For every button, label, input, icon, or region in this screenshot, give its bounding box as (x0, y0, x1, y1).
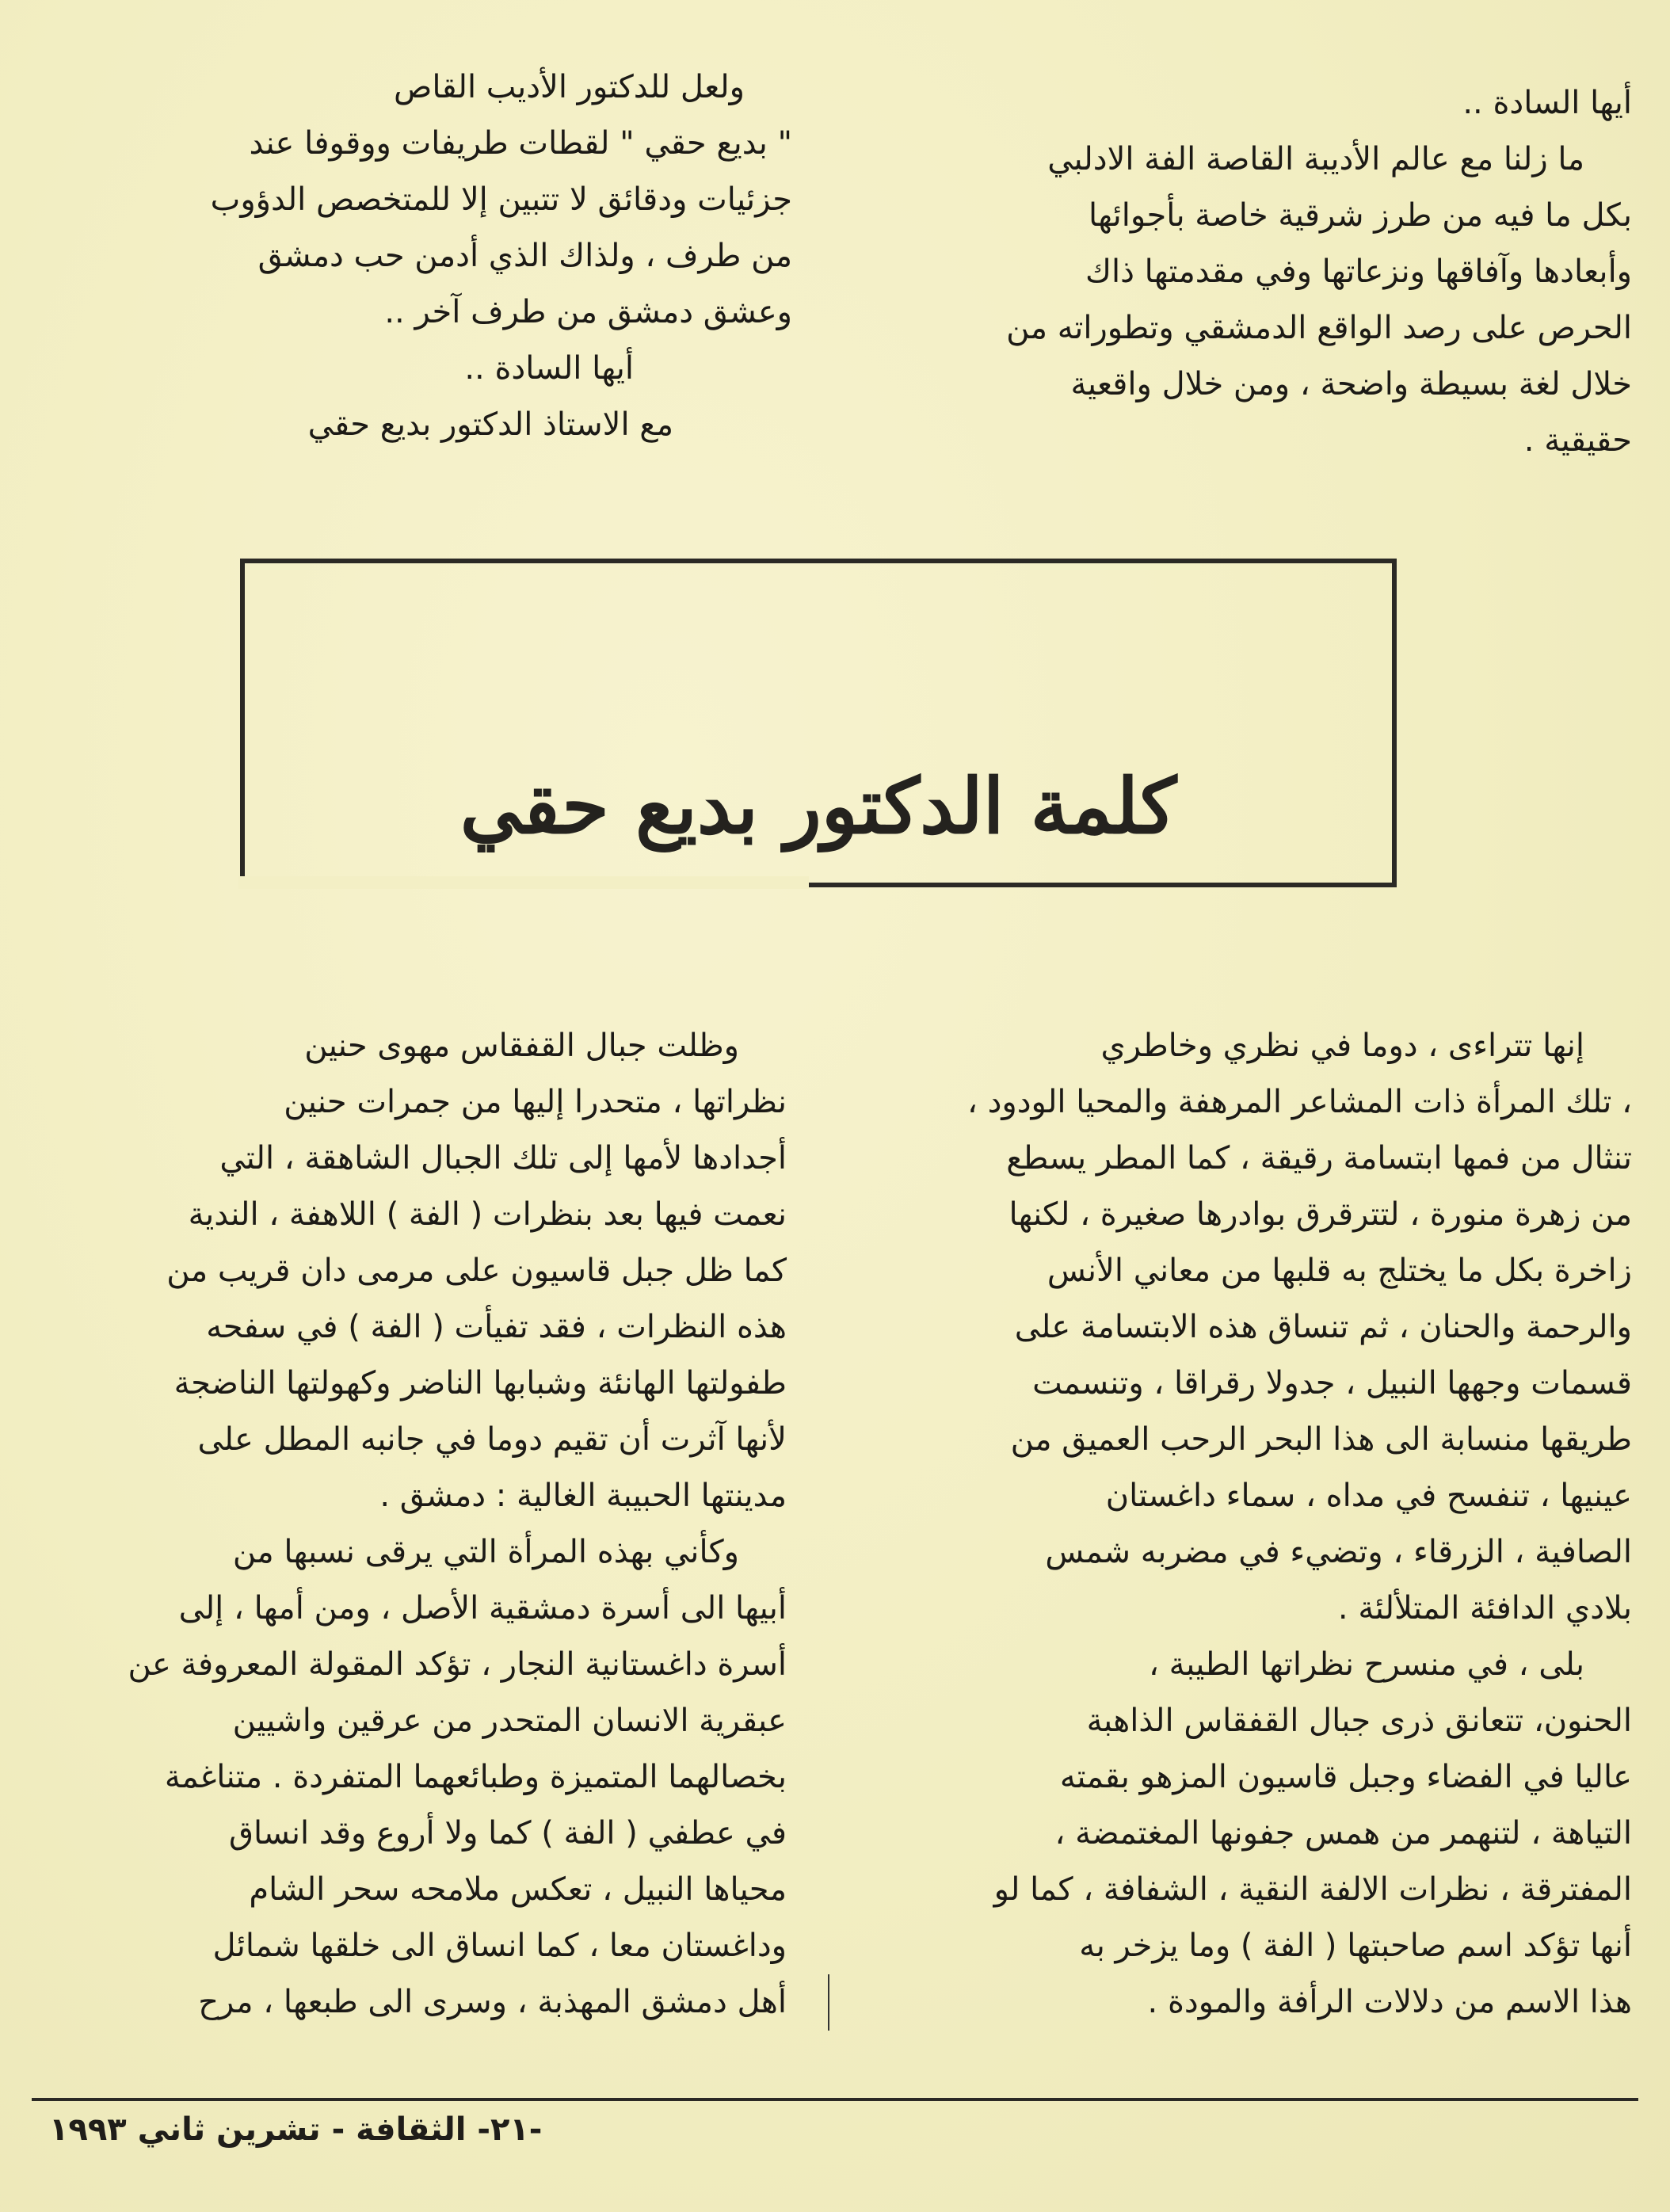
page-footer: -٢١- الثقافة - تشرين ثاني ١٩٩٣ (49, 2111, 543, 2148)
text-line: بكل ما فيه من طرز شرقية خاصة بأجوائها (1089, 197, 1632, 234)
text-line: خلال لغة بسيطة واضحة ، ومن خلال واقعية (1070, 366, 1632, 402)
text-line: طفولتها الهانئة وشبابها الناضر وكهولتها الناضجة (173, 1365, 787, 1402)
text-line: وعشق دمشق من طرف آخر .. (384, 294, 792, 330)
text-line: مدينتها الحبيبة الغالية : دمشق . (379, 1478, 787, 1514)
text-line: طريقها منسابة الى هذا البحر الرحب العميق من (1010, 1421, 1632, 1458)
text-line: إنها تتراءى ، دوما في نظري وخاطري (1100, 1028, 1584, 1064)
text-line: أنها تؤكد اسم صاحبتها ( الفة ) وما يزخر به (1079, 1928, 1632, 1964)
text-line: تنثال من فمها ابتسامة رقيقة ، كما المطر يسطع (1006, 1140, 1632, 1177)
article-title: كلمة الدكتور بديع حقي (459, 761, 1177, 851)
text-line: من طرف ، ولذاك الذي أدمن حب دمشق (257, 238, 792, 274)
text-line: " بديع حقي " لقطات طريفات ووقوفا عند (249, 125, 792, 162)
text-line: عبقرية الانسان المتحدر من عرقين واشيين (232, 1703, 787, 1739)
text-line: لأنها آثرت أن تقيم دوما في جانبه المطل على (197, 1421, 787, 1458)
title-frame (240, 559, 1397, 887)
text-line: وظلت جبال القفقاس مهوى حنين (304, 1028, 739, 1064)
text-line: بلادي الدافئة المتلألئة . (1337, 1590, 1632, 1627)
text-line: ولعل للدكتور الأديب القاص (394, 69, 745, 105)
text-line: قسمات وجهها النبيل ، جدولا رقراقا ، وتنسمت (1032, 1365, 1632, 1402)
text-line: مع الاستاذ الدكتور بديع حقي (307, 406, 673, 443)
text-line: والرحمة والحنان ، ثم تنساق هذه الابتسامة على (1014, 1309, 1632, 1345)
text-line: أجدادها لأمها إلى تلك الجبال الشاهقة ، التي (219, 1140, 787, 1177)
text-line: من زهرة منورة ، لتترقرق بوادرها صغيرة ، لكنها (1008, 1196, 1632, 1233)
frame-gap (238, 876, 809, 889)
text-line: هذه النظرات ، فقد تفيأت ( الفة ) في سفحه (206, 1309, 787, 1345)
text-line: كما ظل جبل قاسيون على مرمى دان قريب من (166, 1253, 787, 1289)
text-line: زاخرة بكل ما يختلج به قلبها من معاني الأنس (1047, 1253, 1632, 1289)
intro-column-right (828, 75, 1632, 469)
text-line: الصافية ، الزرقاء ، وتضيء في مضربه شمس (1045, 1534, 1632, 1570)
text-line: المفترقة ، نظرات الالفة النقية ، الشفافة ، كما لو (993, 1871, 1632, 1908)
text-line: في عطفي ( الفة ) كما ولا أروع وقد انساق (228, 1815, 787, 1852)
greeting-line: أيها السادة .. (464, 350, 634, 387)
text-line: وداغستان معا ، كما انساق الى خلقها شمائل (212, 1928, 787, 1964)
body-column-right (828, 1018, 1632, 2031)
text-line: نعمت فيها بعد بنظرات ( الفة ) اللاهفة ، الندية (188, 1196, 787, 1233)
greeting-line: أيها السادة .. (1462, 85, 1632, 121)
text-line: أهل دمشق المهذبة ، وسرى الى طبعها ، مرح (198, 1984, 787, 2020)
text-line: هذا الاسم من دلالات الرأفة والمودة . (828, 1974, 1632, 2031)
text-line: وكأني بهذه المرأة التي يرقى نسبها من (232, 1534, 739, 1570)
text-line: حقيقية . (1523, 422, 1632, 459)
text-line: الحنون، تتعانق ذرى جبال القفقاس الذاهبة (1086, 1703, 1632, 1739)
text-line: محياها النبيل ، تعكس ملامحه سحر الشام (249, 1871, 787, 1908)
text-line: عينيها ، تنفسح في مداه ، سماء داغستان (1105, 1478, 1632, 1514)
text-line: أسرة داغستانية النجار ، تؤكد المقولة المعروفة عن (128, 1646, 787, 1683)
text-line: وأبعادها وآفاقها ونزعاتها وفي مقدمتها ذاك (1085, 254, 1632, 290)
text-line: ، تلك المرأة ذات المشاعر المرهفة والمحيا الودود ، (967, 1084, 1632, 1120)
text-line: جزئيات ودقائق لا تتبين إلا للمتخصص الدؤوب (210, 181, 792, 218)
text-line: بخصالهما المتميزة وطبائعهما المتفردة . متناغمة (164, 1759, 787, 1795)
text-line: أبيها الى أسرة دمشقية الأصل ، ومن أمها ، إلى (178, 1590, 787, 1627)
text-line: نظراتها ، متحدرا إليها من جمرات حنين (284, 1084, 787, 1120)
text-line: عاليا في الفضاء وجبل قاسيون المزهو بقمته (1059, 1759, 1632, 1795)
text-line: الحرص على رصد الواقع الدمشقي وتطوراته من (1006, 310, 1632, 346)
body-column-left (58, 1018, 787, 2031)
text-line: بلى ، في منسرح نظراتها الطيبة ، (1149, 1646, 1584, 1683)
text-line: ما زلنا مع عالم الأديبة القاصة الفة الادلبي (1047, 141, 1584, 177)
text-line: التياهة ، لتنهمر من همس جفونها المغتمضة ، (1054, 1815, 1632, 1852)
footer-rule (32, 2098, 1638, 2101)
intro-column-left (63, 59, 792, 453)
